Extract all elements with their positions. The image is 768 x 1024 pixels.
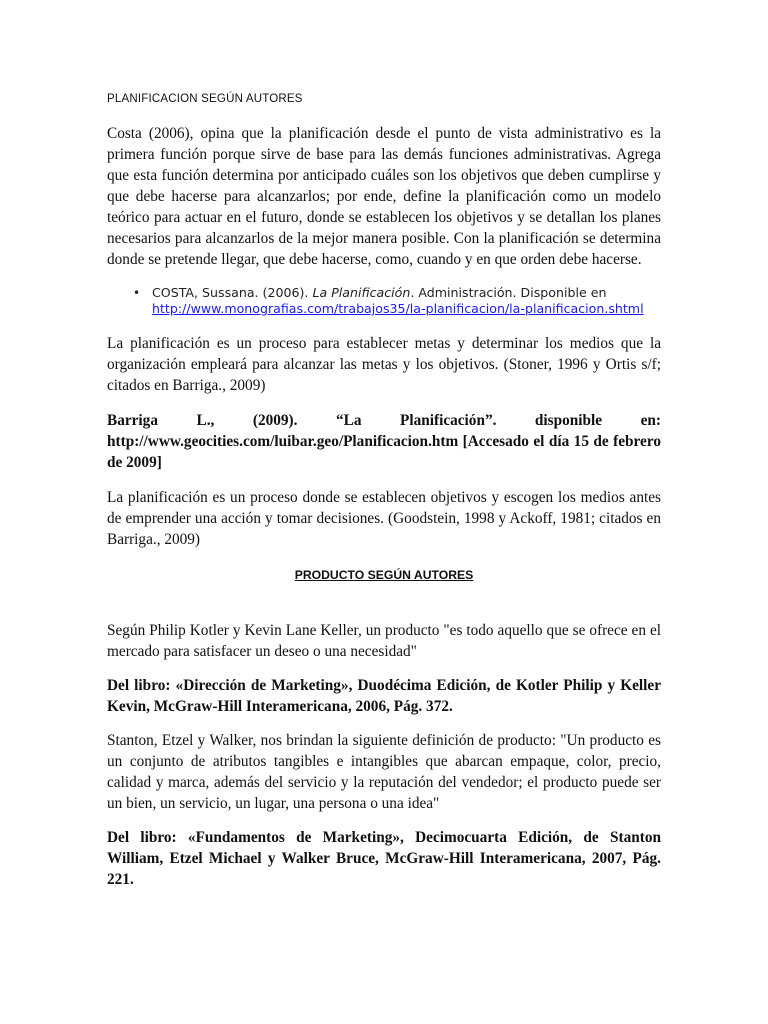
paragraph-stoner: La planificación es un proceso para establecer metas y determinar los medios que la organización empleará para alcanzar las metas y los objetivos. (Stoner, 1996 y Ortis s/f; citados en Barriga., 2009) bbox=[107, 335, 661, 394]
paragraph-stanton: Stanton, Etzel y Walker, nos brindan la siguiente definición de producto: "Un producto es un conjunto de atributos tangibles e intangibles que abarcan empaque, color, precio, calidad y marca, además del servicio y la reputación del vendedor; el producto puede ser un bien, un servicio, un lugar, una persona o una idea" bbox=[107, 732, 661, 812]
bullet-icon: • bbox=[133, 286, 141, 300]
reference-list bbox=[107, 285, 661, 317]
reference-prefix: COSTA, Sussana. (2006). bbox=[152, 285, 313, 300]
paragraph-costa: Costa (2006), opina que la planificación desde el punto de vista administrativo es la primera función porque sirve de base para las demás funciones administrativas. Agrega que esta función determina por anticipado cuáles son los objetivos que deben cumplirse y que debe hacerse para alcanzarlos; por ende, define la planificación como un modelo teórico para actuar en el futuro, donde se establecen los objetivos y se detallan los planes necesarios para alcanzarlos de la mejor manera posible. Con la planificación se determina donde se pretende llegar, que debe hacerse, como, cuando y en que orden debe hacerse. bbox=[107, 125, 661, 268]
citation-barriga: Barriga L., (2009). “La Planificación”. disponible en: http://www.geocities.com/luibar.geo/Planificacion.htm [Accesado el día 15 de febrero de 2009] bbox=[107, 412, 661, 471]
reference-title: La Planificación bbox=[312, 285, 411, 300]
paragraph-kotler: Según Philip Kotler y Kevin Lane Keller, un producto "es todo aquello que se ofrece en el mercado para satisfacer un deseo o una necesidad" bbox=[107, 622, 661, 660]
reference-suffix: . Administración. Disponible en bbox=[410, 285, 607, 300]
citation-stanton: Del libro: «Fundamentos de Marketing», Decimocuarta Edición, de Stanton William, Etzel Michael y Walker Bruce, McGraw-Hill Interamericana, 2007, Pág. 221. bbox=[107, 829, 661, 888]
section-heading-producto: PRODUCTO SEGÚN AUTORES bbox=[294, 568, 474, 582]
reference-link[interactable]: http://www.monografias.com/trabajos35/la-planificacion/la-planificacion.shtml bbox=[152, 301, 644, 316]
paragraph-goodstein: La planificación es un proceso donde se establecen objetivos y escogen los medios antes de emprender una acción y tomar decisiones. (Goodstein, 1998 y Ackoff, 1981; citados en Barriga., 2009) bbox=[107, 489, 661, 548]
citation-kotler: Del libro: «Dirección de Marketing», Duodécima Edición, de Kotler Philip y Keller Kevin, McGraw-Hill Interamericana, 2006, Pág. 372. bbox=[107, 677, 661, 715]
section-heading-planificacion: PLANIFICACION SEGÚN AUTORES bbox=[107, 93, 303, 105]
reference-item-costa bbox=[133, 285, 661, 317]
